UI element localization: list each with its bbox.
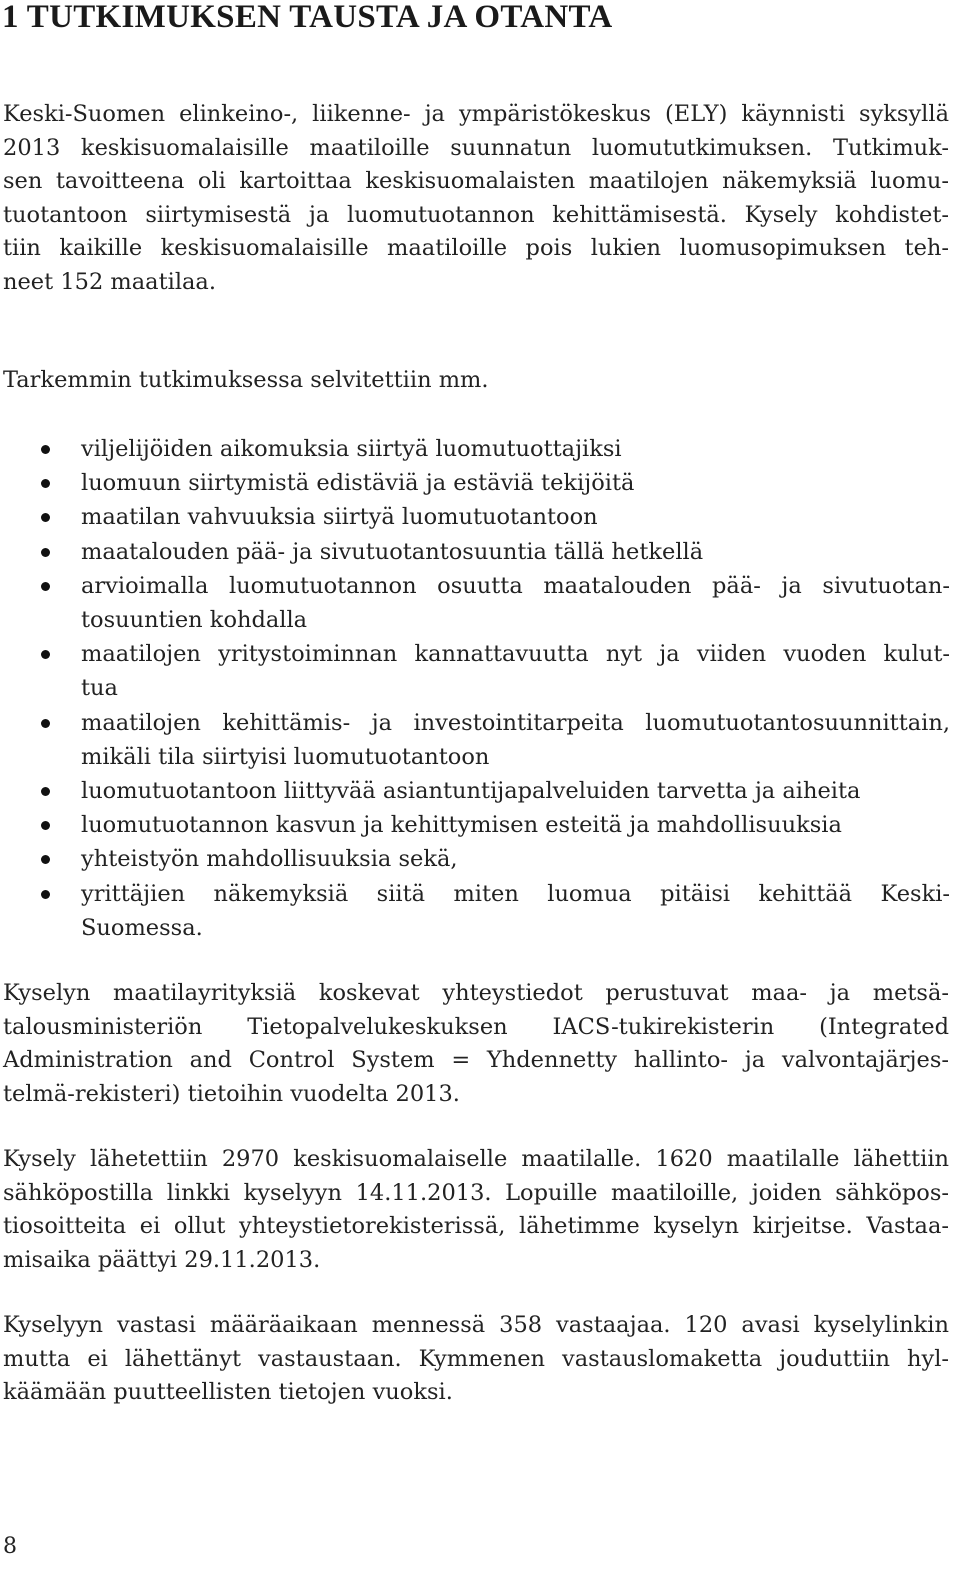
- list-item-text: maatilojen kehittämis- ja investointitarpeita luomutuotantosuunnittain,: [81, 709, 950, 736]
- bullet-icon: [41, 890, 50, 899]
- paragraph-line: Administration and Control System = Yhdennetty hallinto- ja valvontajärjes-: [3, 1047, 949, 1073]
- section-heading: 1 TUTKIMUKSEN TAUSTA JA OTANTA: [2, 0, 613, 35]
- paragraph-line: telmä-rekisteri) tietoihin vuodelta 2013.: [3, 1080, 460, 1107]
- bullet-icon: [41, 548, 50, 557]
- paragraph-line: talousministeriön Tietopalvelukeskuksen IACS-tukirekisterin (Integrated: [3, 1013, 949, 1040]
- bullet-icon: [41, 821, 50, 830]
- list-item: [0, 706, 950, 774]
- bullet-icon: [41, 719, 50, 728]
- bullet-icon: [41, 479, 50, 488]
- list-item-text: maatilojen yritystoiminnan kannattavuutta nyt ja viiden vuoden kulut-: [81, 641, 950, 668]
- list-item: [0, 637, 950, 705]
- list-item: [0, 877, 950, 945]
- list-item-text: viljelijöiden aikomuksia siirtyä luomutuottajiksi: [81, 436, 622, 462]
- intro-line: sen tavoitteena oli kartoittaa keskisuomalaisten maatilojen näkemyksiä luomu-: [3, 168, 949, 194]
- intro-paragraph: [3, 98, 949, 299]
- list-item-text: tua: [81, 675, 118, 702]
- intro-line: Keski-Suomen elinkeino-, liikenne- ja ympäristökeskus (ELY) käynnisti syksyllä: [3, 101, 949, 127]
- list-item: [0, 808, 950, 842]
- list-item-text: luomutuotantoon liittyvää asiantuntijapalveluiden tarvetta ja aiheita: [81, 778, 861, 805]
- paragraph-line: Kysely lähetettiin 2970 keskisuomalaiselle maatilalle. 1620 maatilalle lähettiin: [3, 1146, 949, 1172]
- paragraph-line: Kyselyyn vastasi määräaikaan mennessä 358 vastaajaa. 120 avasi kyselylinkin: [3, 1312, 949, 1338]
- list-item: [0, 774, 950, 808]
- list-item-text: tosuuntien kohdalla: [81, 607, 308, 634]
- list-item-text: Suomessa.: [81, 914, 203, 941]
- list-item: [0, 569, 950, 637]
- paragraph-line: sähköpostilla linkki kyselyyn 14.11.2013. Lopuille maatiloille, joiden sähköpos-: [3, 1179, 949, 1206]
- paragraph-line: mutta ei lähettänyt vastaustaan. Kymmenen vastauslomaketta jouduttiin hyl-: [3, 1345, 949, 1372]
- lead-in-paragraph: [3, 364, 949, 398]
- list-item: [0, 842, 950, 876]
- paragraph-line: käämään puutteellisten tietojen vuoksi.: [3, 1379, 453, 1405]
- bullet-icon: [41, 650, 50, 659]
- responses-paragraph: [3, 1309, 949, 1410]
- bullet-icon: [41, 855, 50, 864]
- paragraph-line: Kyselyn maatilayrityksiä koskevat yhteystiedot perustuvat maa- ja metsä-: [3, 980, 949, 1006]
- list-item: [0, 535, 950, 569]
- paragraph-line: tiosoitteita ei ollut yhteystietorekisterissä, lähetimme kyselyn kirjeitse. Vastaa-: [3, 1213, 949, 1239]
- intro-line: tiin kaikille keskisuomalaisille maatiloille pois lukien luomusopimuksen teh-: [3, 235, 949, 261]
- list-item-text: maatilan vahvuuksia siirtyä luomutuotantoon: [81, 504, 598, 531]
- list-item-text: luomutuotannon kasvun ja kehittymisen esteitä ja mahdollisuuksia: [81, 812, 842, 839]
- list-item-text: arvioimalla luomutuotannon osuutta maatalouden pää- ja sivutuotan-: [81, 572, 950, 599]
- list-item-text: luomuun siirtymistä edistäviä ja estäviä tekijöitä: [81, 470, 635, 497]
- list-item-text: yhteistyön mahdollisuuksia sekä,: [81, 846, 458, 873]
- intro-line: tuotantoon siirtymisestä ja luomutuotannon kehittämisestä. Kysely kohdistet-: [3, 201, 949, 228]
- research-topics-list: [0, 432, 950, 945]
- bullet-icon: [41, 445, 50, 454]
- list-item: [0, 466, 950, 500]
- paragraph-line: misaika päättyi 29.11.2013.: [3, 1246, 321, 1273]
- contacts-paragraph: [3, 977, 949, 1111]
- bullet-icon: [41, 513, 50, 522]
- bullet-icon: [41, 582, 50, 591]
- bullet-icon: [41, 787, 50, 796]
- list-item: [0, 432, 950, 466]
- list-item-text: yrittäjien näkemyksiä siitä miten luomua pitäisi kehittää Keski-: [81, 880, 950, 907]
- intro-line: neet 152 maatilaa.: [3, 268, 216, 295]
- page-number: 8: [3, 1534, 17, 1559]
- list-item-text: mikäli tila siirtyisi luomutuotantoon: [81, 743, 490, 770]
- lead-in-text: Tarkemmin tutkimuksessa selvitettiin mm.: [3, 367, 489, 393]
- list-item-text: maatalouden pää- ja sivutuotantosuuntia tällä hetkellä: [81, 538, 704, 565]
- survey-paragraph: [3, 1143, 949, 1277]
- intro-line: 2013 keskisuomalaisille maatiloille suunnatun luomututkimuksen. Tutkimuk-: [3, 134, 949, 161]
- list-item: [0, 500, 950, 534]
